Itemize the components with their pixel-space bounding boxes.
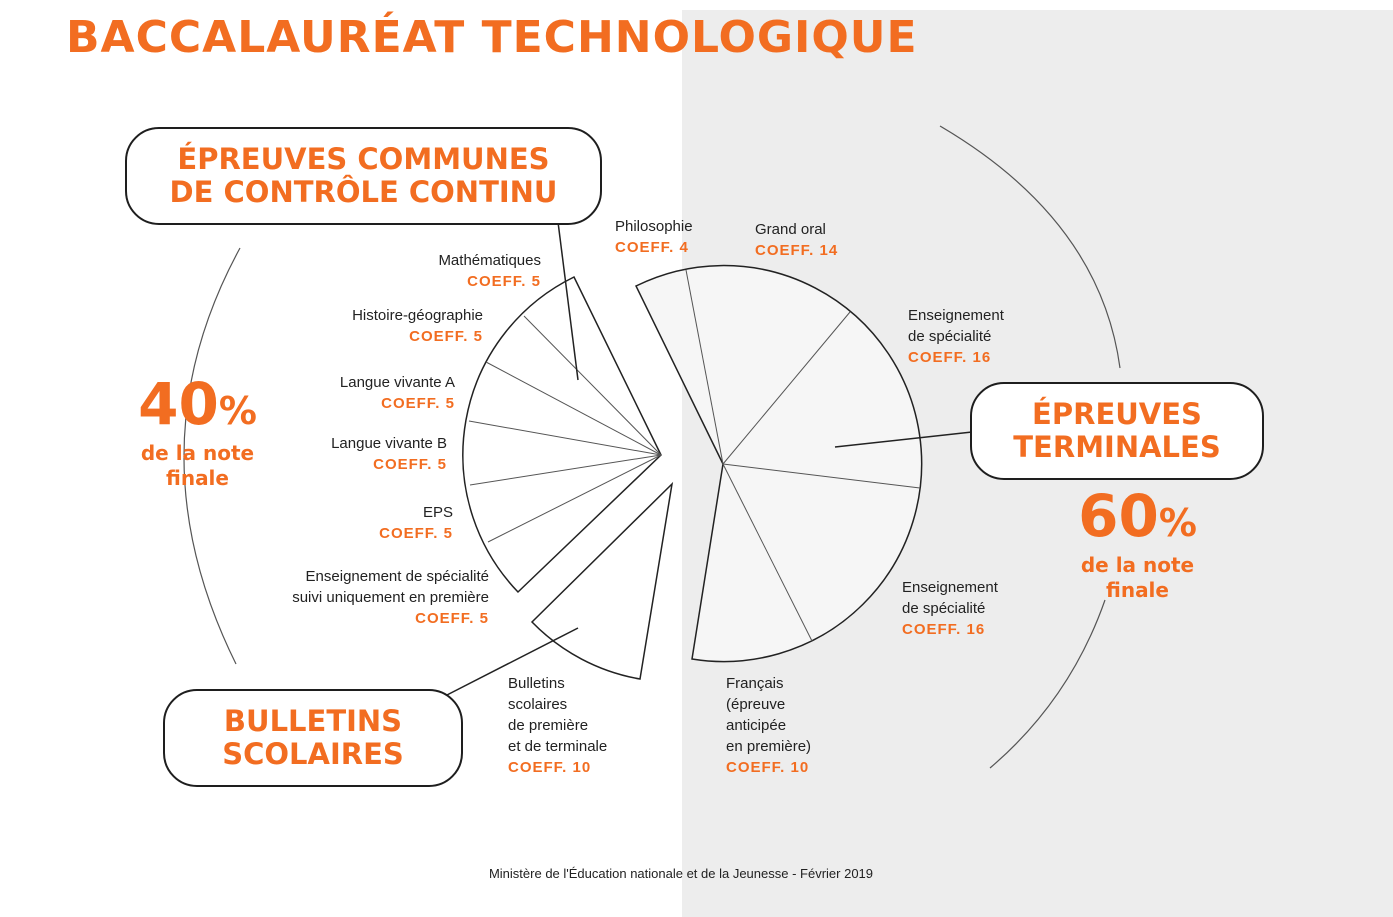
label-philosophie: Philosophie COEFF. 4 <box>615 218 693 256</box>
label-mathematiques: Mathématiques COEFF. 5 <box>438 252 541 290</box>
right-percentage: 60% de la note finale <box>1078 482 1197 602</box>
label-eps: EPS COEFF. 5 <box>379 504 453 542</box>
terminales-group-label: ÉPREUVES TERMINALES <box>970 382 1264 480</box>
left-percentage: 40% de la note finale <box>138 370 257 490</box>
source-footnote: Ministère de l'Éducation nationale et de la Jeunesse - Février 2019 <box>488 866 874 881</box>
label-langue-vivante-b: Langue vivante B COEFF. 5 <box>331 435 447 473</box>
label-specialite-1: Enseignement de spécialité COEFF. 16 <box>908 307 1004 366</box>
ecc-group-label: ÉPREUVES COMMUNES DE CONTRÔLE CONTINU <box>125 127 602 225</box>
label-specialite-2: Enseignement de spécialité COEFF. 16 <box>902 579 998 638</box>
page-title: BACCALAURÉAT TECHNOLOGIQUE <box>66 12 918 63</box>
label-langue-vivante-a: Langue vivante A COEFF. 5 <box>339 374 455 412</box>
right-bracket-arc-bottom <box>990 600 1105 768</box>
bulletins-group-label: BULLETINS SCOLAIRES <box>163 689 463 787</box>
label-specialite-premiere: Enseignement de spécialité suivi uniquement en première COEFF. 5 <box>292 568 489 627</box>
terminales-sector <box>636 266 922 662</box>
label-francais: Français (épreuve anticipée en première) COEFF. 10 <box>726 675 812 776</box>
label-histoire-geographie: Histoire-géographie COEFF. 5 <box>352 307 483 345</box>
label-grand-oral: Grand oral COEFF. 14 <box>755 221 839 259</box>
label-bulletins-scolaires: Bulletins scolaires de première et de terminale COEFF. 10 <box>508 675 608 776</box>
